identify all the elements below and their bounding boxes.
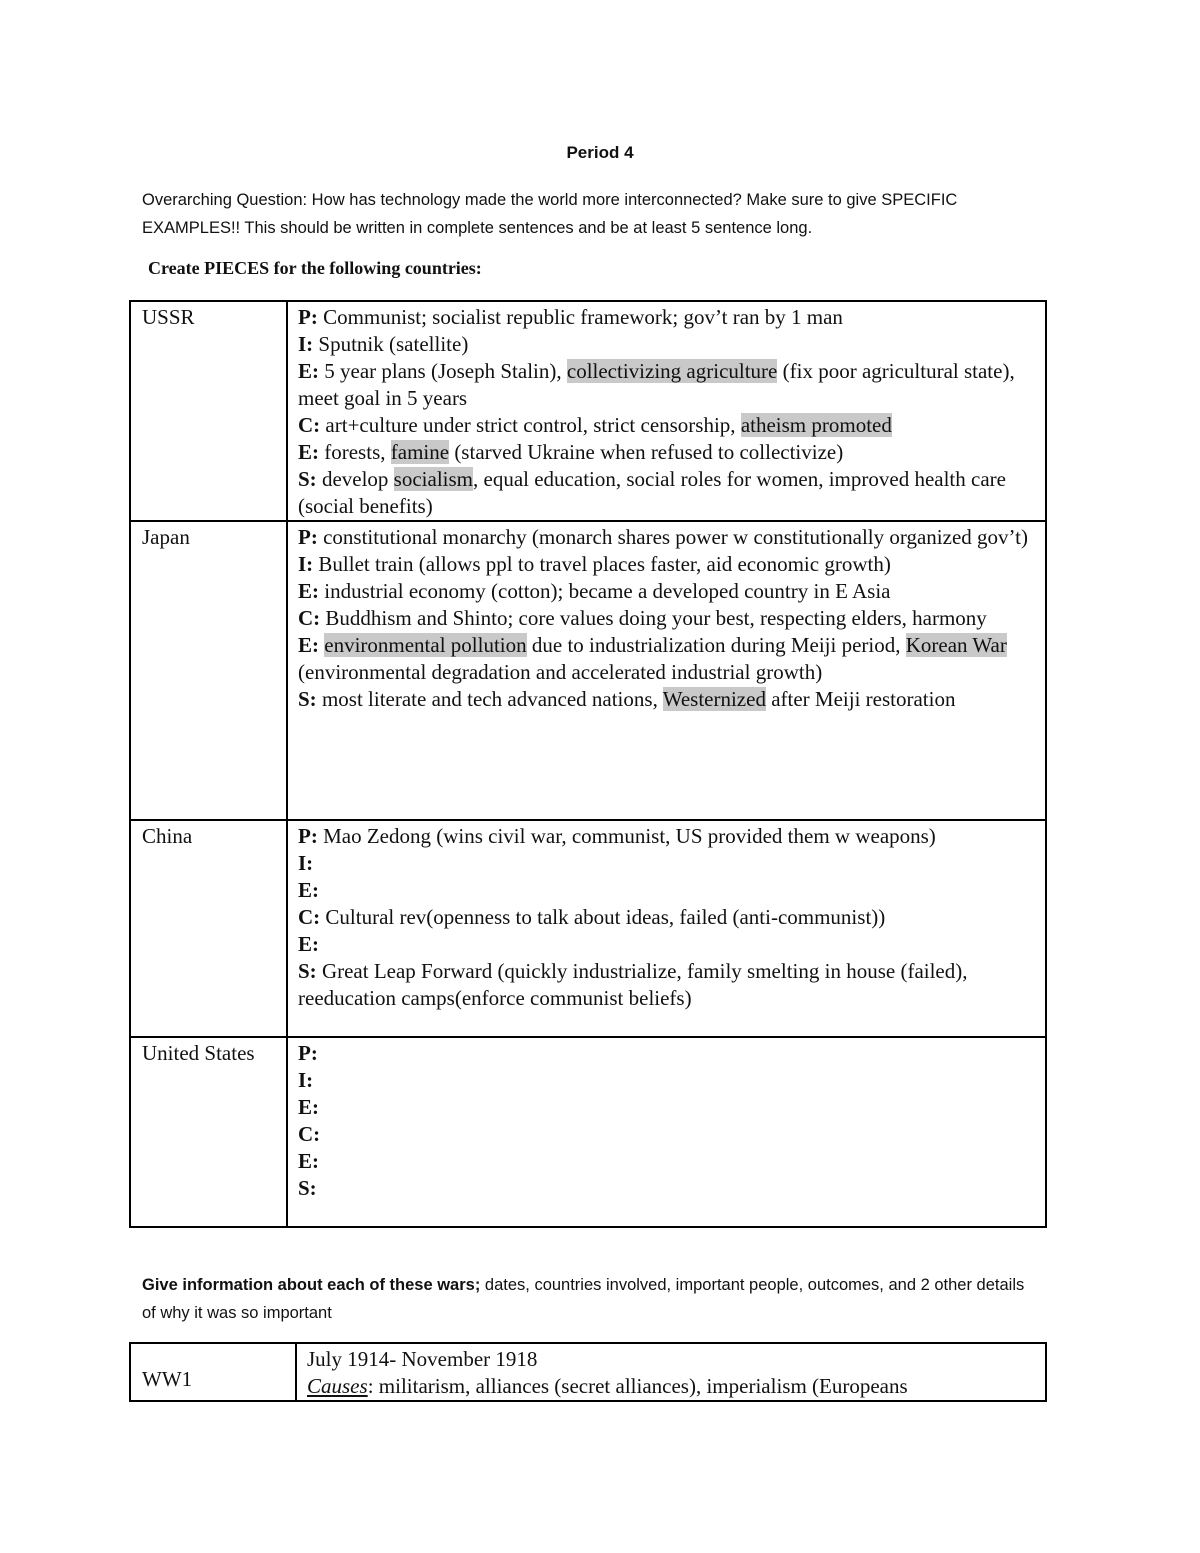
- pieces-text: develop: [316, 467, 394, 491]
- highlighted-text: atheism promoted: [740, 413, 892, 437]
- pieces-text: Cultural rev(openness to talk about ideas, failed (anti-communist)): [320, 905, 886, 929]
- pieces-line: [298, 931, 1037, 958]
- pieces-text: 5 year plans (Joseph Stalin),: [319, 359, 567, 383]
- pieces-line: [298, 1121, 1037, 1148]
- wars-heading: [142, 1271, 1042, 1327]
- pieces-letter: I:: [298, 552, 314, 576]
- pieces-line: [298, 331, 1037, 358]
- highlighted-text: Westernized: [662, 687, 766, 711]
- pieces-letter: E:: [298, 1149, 319, 1173]
- war-row: [130, 1343, 1046, 1401]
- pieces-text: Communist; socialist republic framework; gov’t ran by 1 man: [317, 305, 843, 329]
- pieces-line: [298, 551, 1037, 578]
- pieces-text: Sputnik (satellite): [313, 332, 469, 356]
- pieces-line: [298, 1094, 1037, 1121]
- pieces-letter: P:: [298, 1041, 318, 1065]
- pieces-line: [298, 605, 1037, 632]
- highlighted-text: famine: [390, 440, 450, 464]
- highlighted-text: socialism: [393, 467, 473, 491]
- pieces-text: Bullet train (allows ppl to travel places faster, aid economic growth): [313, 552, 891, 576]
- war-name: WW1: [130, 1343, 296, 1401]
- causes-text: : militarism, alliances (secret alliances), imperialism (Europeans: [367, 1374, 908, 1398]
- pieces-letter: E:: [298, 932, 319, 956]
- highlighted-text: Korean War: [905, 633, 1007, 657]
- pieces-text: Great Leap Forward (quickly industrialize, family smelting in house (failed), reeducation camps(enforce communist beliefs): [298, 959, 968, 1010]
- pieces-heading: Create PIECES for the following countries:: [148, 258, 482, 278]
- pieces-text: constitutional monarchy (monarch shares power w constitutionally organized gov’t): [317, 525, 1028, 549]
- overarching-text: How has technology made the world more interconnected? Make sure to give SPECIFIC EXAMPLES!! This should be written in complete sentences and be at least 5 sentence long.: [142, 191, 958, 237]
- overarching-question: [142, 186, 1042, 242]
- war-detail: [296, 1343, 1046, 1401]
- pieces-text: forests,: [319, 440, 391, 464]
- pieces-letter: P:: [298, 525, 318, 549]
- pieces-letter: C:: [298, 606, 321, 630]
- pieces-line: [298, 439, 1037, 466]
- pieces-line: [298, 1040, 1037, 1067]
- pieces-text: after Meiji restoration: [765, 687, 956, 711]
- pieces-line: [298, 304, 1037, 331]
- overarching-label: Overarching Question:: [142, 191, 312, 209]
- pieces-cell: [287, 521, 1046, 820]
- pieces-letter: C:: [298, 905, 321, 929]
- pieces-line: [298, 632, 1037, 686]
- pieces-cell: [287, 820, 1046, 1037]
- pieces-text: Buddhism and Shinto; core values doing your best, respecting elders, harmony: [320, 606, 987, 630]
- country-name: USSR: [130, 301, 287, 521]
- pieces-line: [298, 686, 1037, 713]
- pieces-text: due to industrialization during Meiji period,: [526, 633, 906, 657]
- wars-heading-lead: Give information about each of these wars;: [142, 1276, 481, 1294]
- pieces-line: [298, 877, 1037, 904]
- pieces-line: [298, 958, 1037, 1012]
- pieces-letter: S:: [298, 1176, 317, 1200]
- page-title: Period 4: [566, 143, 634, 162]
- pieces-letter: I:: [298, 851, 314, 875]
- pieces-letter: E:: [298, 633, 319, 657]
- pieces-line: [298, 1175, 1037, 1202]
- pieces-text: (starved Ukraine when refused to collectivize): [449, 440, 844, 464]
- country-name: China: [130, 820, 287, 1037]
- pieces-letter: P:: [298, 824, 318, 848]
- pieces-text: most literate and tech advanced nations,: [316, 687, 663, 711]
- pieces-letter: C:: [298, 1122, 321, 1146]
- pieces-row-china: [130, 820, 1046, 1037]
- pieces-text: (environmental degradation and accelerated industrial growth): [298, 660, 823, 684]
- pieces-letter: E:: [298, 359, 319, 383]
- war-causes: [307, 1373, 1037, 1400]
- pieces-cell: [287, 301, 1046, 521]
- pieces-line: [298, 1148, 1037, 1175]
- country-name: United States: [130, 1037, 287, 1227]
- pieces-text: industrial economy (cotton); became a developed country in E Asia: [319, 579, 891, 603]
- pieces-letter: E:: [298, 878, 319, 902]
- pieces-text: art+culture under strict control, strict censorship,: [320, 413, 741, 437]
- pieces-letter: C:: [298, 413, 321, 437]
- pieces-line: [298, 850, 1037, 877]
- pieces-line: [298, 578, 1037, 605]
- pieces-letter: E:: [298, 440, 319, 464]
- pieces-table: [129, 300, 1047, 1228]
- pieces-cell: [287, 1037, 1046, 1227]
- pieces-text: Mao Zedong (wins civil war, communist, US provided them w weapons): [317, 824, 936, 848]
- pieces-letter: I:: [298, 332, 314, 356]
- pieces-text: (fix poor agricultural state), meet goal in 5 years: [298, 359, 1015, 410]
- pieces-line: [298, 524, 1037, 551]
- pieces-letter: S:: [298, 687, 317, 711]
- pieces-letter: E:: [298, 579, 319, 603]
- country-name: Japan: [130, 521, 287, 820]
- pieces-line: [298, 466, 1037, 520]
- pieces-letter: S:: [298, 959, 317, 983]
- pieces-row-japan: [130, 521, 1046, 820]
- pieces-letter: S:: [298, 467, 317, 491]
- pieces-line: [298, 823, 1037, 850]
- pieces-row-ussr: [130, 301, 1046, 521]
- pieces-line: [298, 904, 1037, 931]
- pieces-line: [298, 358, 1037, 412]
- pieces-letter: E:: [298, 1095, 319, 1119]
- wars-table: [129, 1342, 1047, 1402]
- highlighted-text: collectivizing agriculture: [566, 359, 778, 383]
- pieces-letter: I:: [298, 1068, 314, 1092]
- wars-heading-rest: dates, countries involved, important people, outcomes, and 2 other details of why it was so important: [142, 1276, 1025, 1322]
- causes-label: Causes: [307, 1374, 368, 1398]
- pieces-row-united-states: [130, 1037, 1046, 1227]
- pieces-letter: P:: [298, 305, 318, 329]
- pieces-line: [298, 1067, 1037, 1094]
- pieces-line: [298, 412, 1037, 439]
- highlighted-text: environmental pollution: [324, 633, 527, 657]
- war-dates: July 1914- November 1918: [307, 1347, 538, 1371]
- pieces-text: , equal education, social roles for women, improved health care (social benefits): [298, 467, 1006, 518]
